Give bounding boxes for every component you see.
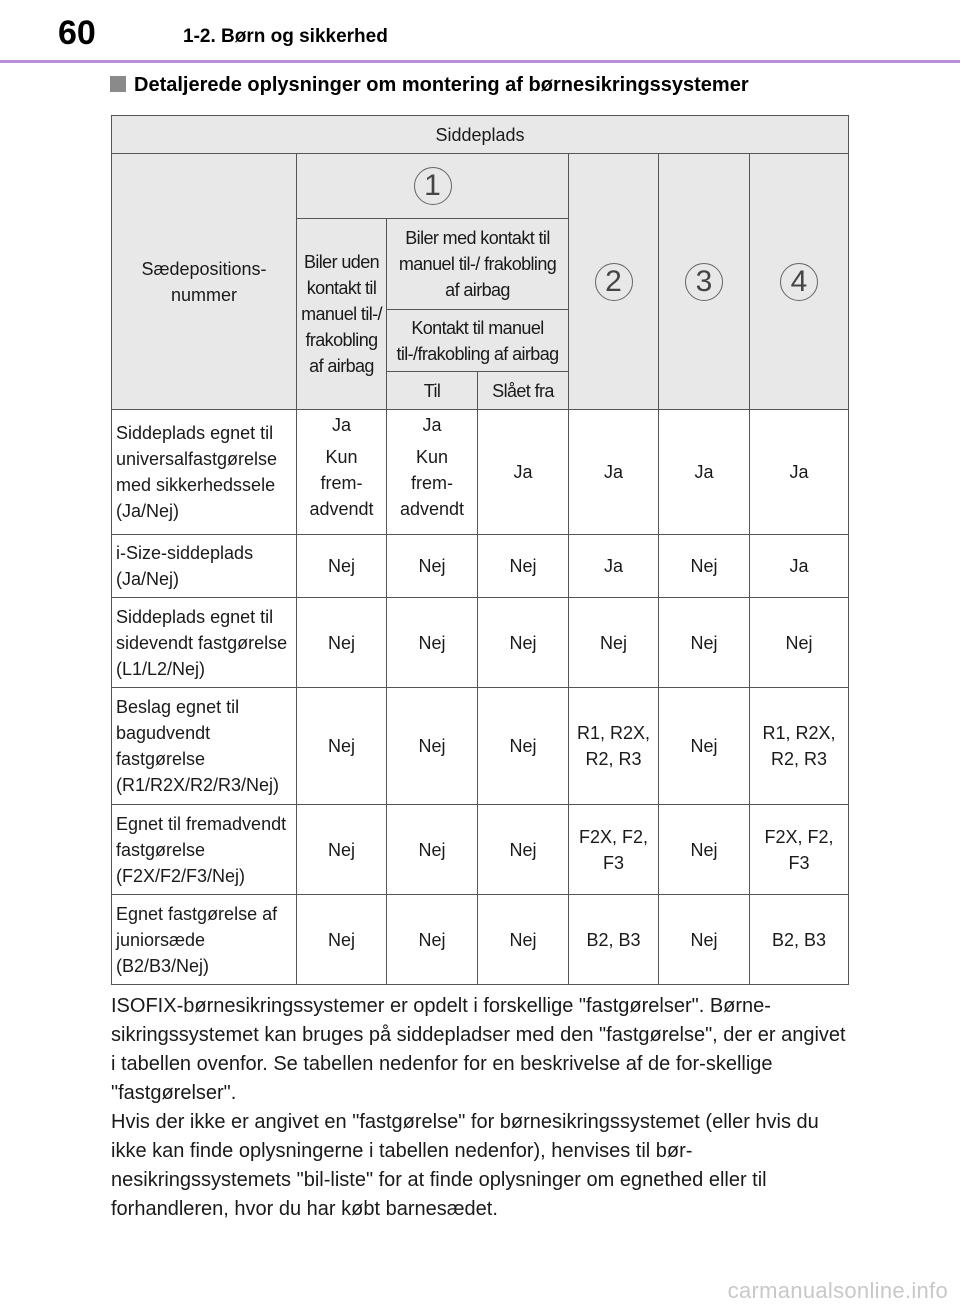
seat-number-4 <box>750 154 849 410</box>
with-switch-header: Biler med kontakt til manuel til-/ frakobling af airbag <box>387 219 569 310</box>
table-row <box>112 535 849 598</box>
heading <box>110 74 749 97</box>
row-label: Siddeplads egnet til universalfastgørelse med sikkerhedssele (Ja/Nej) <box>112 410 297 535</box>
table-row <box>112 410 849 535</box>
row-label: i-Size-siddeplads (Ja/Nej) <box>112 535 297 598</box>
cell: F2X, F2, F3 <box>750 805 849 895</box>
cell: Nej <box>297 688 387 805</box>
cell: B2, B3 <box>569 895 659 985</box>
cell: Nej <box>750 598 849 688</box>
heading-text: Detaljerede oplysninger om montering af børnesikringssystemer <box>134 74 749 96</box>
cell: Nej <box>478 598 569 688</box>
seat-number-2 <box>569 154 659 410</box>
cell: Nej <box>387 895 478 985</box>
cell <box>297 410 387 535</box>
cell-bottom: Kun frem- advendt <box>309 447 374 519</box>
table-row <box>112 805 849 895</box>
cell: R1, R2X, R2, R3 <box>569 688 659 805</box>
page-number: 60 <box>58 14 96 52</box>
cell: Nej <box>659 535 750 598</box>
cell: Ja <box>478 410 569 535</box>
cell: Nej <box>659 598 750 688</box>
cell: Ja <box>569 535 659 598</box>
cell: Nej <box>478 688 569 805</box>
header-rule <box>0 60 960 63</box>
cell: Nej <box>478 535 569 598</box>
paragraph: Hvis der ikke er angivet en "fastgørelse" for børnesikringssystemet (eller hvis du ikke kan finde oplysningerne i tabellen nedenfor), henvises til bør-nesikringssystemets "bil-liste" for at finde oplysninger om egnethed eller til forhandleren, hvor du har købt barnesædet. <box>111 1111 819 1220</box>
row-label: Egnet til fremadvendt fastgørelse (F2X/F2/F3/Nej) <box>112 805 297 895</box>
cell: F2X, F2, F3 <box>569 805 659 895</box>
cell: Nej <box>387 688 478 805</box>
switch-on-header: Til <box>387 372 478 410</box>
seat-1-icon: 1 <box>414 167 452 205</box>
cell: R1, R2X, R2, R3 <box>750 688 849 805</box>
paragraph: ISOFIX-børnesikringssystemer er opdelt i forskellige "fastgørelser". Børne-sikringssystemet kan bruges på siddepladser med den "fastgørelse", der er angivet i tabellen ovenfor. Se tabellen nedenfor for en beskrivelse af de for-skellige "fastgørelser". <box>111 995 846 1104</box>
seat-table <box>111 115 849 985</box>
cell: Nej <box>659 805 750 895</box>
seat-3-icon: 3 <box>685 263 723 301</box>
cell <box>387 410 478 535</box>
seat-number-1 <box>297 154 569 219</box>
square-bullet-icon <box>110 76 126 92</box>
cell: Nej <box>387 598 478 688</box>
cell: Nej <box>569 598 659 688</box>
cell-top: Ja <box>331 415 351 435</box>
cell: B2, B3 <box>750 895 849 985</box>
switch-off-header: Slået fra <box>478 372 569 410</box>
cell: Nej <box>387 805 478 895</box>
row-label: Siddeplads egnet til sidevendt fastgørelse (L1/L2/Nej) <box>112 598 297 688</box>
cell: Nej <box>297 805 387 895</box>
seat-4-icon: 4 <box>780 263 818 301</box>
table-row <box>112 598 849 688</box>
seat-number-3 <box>659 154 750 410</box>
watermark-footer: carmanualsonline.info <box>727 1278 948 1303</box>
cell: Nej <box>297 598 387 688</box>
switch-header: Kontakt til manuel til-/frakobling af airbag <box>387 310 569 372</box>
section-title: 1-2. Børn og sikkerhed <box>183 26 388 47</box>
body-text <box>111 992 846 1224</box>
cell: Nej <box>297 895 387 985</box>
row-label: Egnet fastgørelse af juniorsæde (B2/B3/Nej) <box>112 895 297 985</box>
cell: Ja <box>750 410 849 535</box>
siddeplads-header: Siddeplads <box>112 116 849 154</box>
seat-2-icon: 2 <box>595 263 633 301</box>
cell: Nej <box>387 535 478 598</box>
cell: Ja <box>659 410 750 535</box>
cell-top: Ja <box>422 415 442 435</box>
cell: Nej <box>478 895 569 985</box>
cell: Nej <box>659 688 750 805</box>
position-label: Sædepositions- nummer <box>112 154 297 410</box>
row-label: Beslag egnet til bagudvendt fastgørelse (R1/R2X/R2/R3/Nej) <box>112 688 297 805</box>
cell-bottom: Kun frem- advendt <box>399 447 465 519</box>
cell: Ja <box>750 535 849 598</box>
cell: Nej <box>478 805 569 895</box>
cell: Nej <box>297 535 387 598</box>
cell: Nej <box>659 895 750 985</box>
table-row <box>112 895 849 985</box>
table-row <box>112 688 849 805</box>
cell: Ja <box>569 410 659 535</box>
without-switch-header: Biler uden kontakt til manuel til-/ frakobling af airbag <box>297 219 387 410</box>
